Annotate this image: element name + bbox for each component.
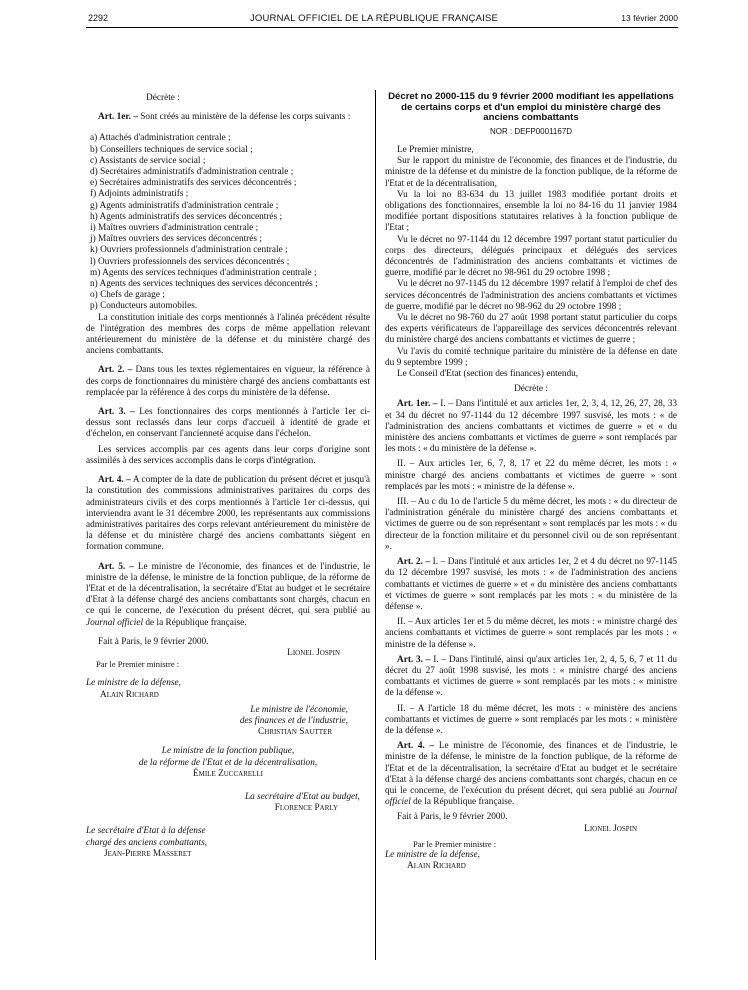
visa-paragraph: Vu l'avis du comité technique paritaire du ministère de la défense en date du 9 septembre 1999 ; [385,346,677,368]
article-text: Le ministre de l'économie, des finances et de l'industrie, le ministre de la défense, le ministre de la fonction publique, de la réforme de l'Etat et de la décentralisation, la secrétaire d'Etat au budget et le secrétaire d'Etat à la défense chargé des anciens combattants sont chargés, chacun en ce qui le concerne, de l'exécution du présent décret, qui sera publié au [385,741,678,796]
decree-title: Décret no 2000-115 du 9 février 2000 modifiant les appellations de certains corps et d'un emploi du ministère chargé des anciens combattants [388,91,674,124]
article-text: de la République française. [413,797,515,808]
signature-name: Émile Zuccarelli [192,768,264,779]
list-item: l) Ouvriers professionnels des services déconcentrés ; [90,256,290,267]
signatory-title: Le ministre de la défense, [385,849,480,860]
paragraph: II. – A l'article 18 du même décret, les mots : « ministère des anciens combattants et victimes de guerre » sont remplacés par les mots : « ministère de la défense ». [385,703,677,736]
par-premier-ministre: Par le Premier ministre : [96,659,180,670]
signatory-title: Le secrétaire d'Etat à la défense [86,826,206,837]
article-text: A compter de la date de publication du présent décret et jusqu'à la constitution des commissions administratives paritaires du corps des administrateurs civils et des corps mentionnés à l'article 1er ci-dessus, qui interviendra avant le 31 décembre 2000, les représentants aux commissions administratives paritaires des corps relevant antérieurement du ministère de la défense et du ministère chargé des anciens combattants siègent en formation commune. [86,475,371,553]
list-item: d) Secrétaires administratifs d'administration centrale ; [90,167,294,178]
paragraph: III. – Au c du 1o de l'article 5 du même décret, les mots : « du directeur de l'administration générale du ministère chargé des anciens combattants et victimes de guerre ou de son représentant » sont remplacés par les mots : « du directeur de la fonction militaire et du personnel civil ou de son représentant ». [385,497,677,552]
visa-paragraph: Vu le décret no 97-1145 du 12 décembre 1997 relatif à l'emploi de chef des services déconcentrés de l'administration des anciens combattants et victimes de guerre, modifié par le décret no 98-962 du 29 octobre 1998 ; [385,279,677,312]
article-text: de la République française. [145,617,247,628]
corps-list [86,133,370,312]
visa-paragraph: Le Conseil d'Etat (section des finances) entendu, [397,369,579,380]
list-item: h) Agents administratifs des services déconcentrés ; [90,211,283,222]
signatory-title: Le ministre de la défense, [86,678,181,689]
journal-officiel-ref: Journal officiel [385,785,678,808]
header-rule [86,27,678,28]
signatory-title: Le ministre de l'économie, [250,704,348,715]
premier-ministre: Le Premier ministre, [397,144,474,155]
signature-name: Jean-Pierre Masseret [104,848,192,859]
article-text: Le ministre de l'économie, des finances et de l'industrie, le ministre de la défense, le ministre de la fonction publique, de la réforme de l'Etat et de la décentralisation, la secrétaire d'Etat au budget et le secrétaire d'Etat à la défense chargé des anciens combattants sont chargés, chacun en ce qui le concerne, de l'exécution du présent décret, qui sera publié au [86,561,371,617]
article-text: I. – Dans l'intitulé et aux articles 1er, 2, 3, 4, 12, 26, 27, 28, 33 et 34 du décret no 97-1144 du 12 décembre 1997 susvisé, les mots : « de l'administration des anciens combattants et victimes de guerre » et « du ministère des anciens combattants et victimes de guerre » sont remplacés par les mots : « du ministère de la défense ». [385,399,677,455]
article-lead: Art. 2. – [98,365,133,376]
visa-paragraph: Sur le rapport du ministre de l'économie, des finances et de l'industrie, du ministre de la défense et du ministre de la fonction publique, de la réforme de l'Etat et de la décentralisation, [385,156,677,189]
article-lead: Art. 3. – [397,654,431,665]
signatory-title: chargé des anciens combattants, [86,837,208,848]
article-lead: Art. 4. – [397,741,435,752]
list-item: i) Maîtres ouvriers d'administration centrale ; [90,223,259,234]
paragraph: II. – Aux articles 1er et 5 du même décret, les mots : « ministre chargé des anciens combattants et victimes de guerre » sont remplacés par les mots : « ministre de la défense ». [385,617,677,650]
left-column [86,93,370,860]
list-item: g) Agents administratifs d'administration centrale ; [90,200,279,211]
list-item: f) Adjoints administratifs ; [90,189,189,200]
article-text: I. – Dans l'intitulé et aux articles 1er, 2 et 4 du décret no 97-1145 du 12 décembre 1997 susvisé, les mots : « de l'administration des anciens combattants et victimes de guerre » et « du ministère des anciens combattants et victimes de guerre » sont remplacés par les mots : « du ministère de la défense ». [385,557,678,612]
column-divider [375,90,376,960]
list-item: k) Ouvriers professionnels d'administration centrale ; [90,245,288,256]
signatory-title: Le ministre de la fonction publique, [161,746,295,757]
list-item: j) Maîtres ouvriers des services déconcentrés ; [90,234,262,245]
fait-a-paris: Fait à Paris, le 9 février 2000. [397,812,508,823]
fait-a-paris: Fait à Paris, le 9 février 2000. [98,636,209,647]
paragraph: II. – Aux articles 1er, 6, 7, 8, 17 et 22 du même décret, les mots : « ministre chargé des anciens combattants et victimes de guerre » sont remplacés par les mots : « ministre de la défense ». [385,459,677,492]
signatory-title: La secrétaire d'Etat au budget, [245,791,360,802]
article-lead: Art. 1er. – [98,112,138,123]
article-lead: Art. 5. – [98,561,134,572]
article-text: Sont créés au ministère de la défense les corps suivants : [140,112,351,123]
article-lead: Art. 1er. – [397,399,438,410]
signatory-title: des finances et de l'industrie, [239,715,348,726]
article-text: I. – Dans l'intitulé, ainsi qu'aux articles 1er, 2, 4, 5, 6, 7 et 11 du décret du 27 août 1998 susvisé, les mots : « ministre chargé des anciens combattants et victimes de guerre » sont remplacés par les mots : « ministre de la défense ». [385,654,678,699]
list-item: p) Conducteurs automobiles. [90,301,198,312]
signature-name: Lionel Jospin [287,647,340,658]
article-text: Les fonctionnaires des corps mentionnés à l'article 1er ci-dessus sont reclassés dans leur corps d'accueil à identité de grade et d'échelon, en conservant l'ancienneté acquise dans l'échelon. [86,407,371,440]
nor-reference: NOR : DEFP0001167D [489,126,573,136]
signature-name: Florence Parly [274,803,338,814]
par-premier-ministre: Par le Premier ministre : [413,838,497,849]
list-item: b) Conseillers techniques de service social ; [90,144,253,155]
journal-officiel-ref: Journal officiel [86,617,144,628]
signature-name: Lionel Jospin [584,823,637,834]
list-item: o) Chefs de garage ; [90,290,165,301]
paragraph: Les services accomplis par ces agents dans leur corps d'origine sont assimilés à des services accomplis dans le corps d'intégration. [86,444,370,466]
article-lead: Art. 3. – [98,407,135,418]
decrete-heading: Décrète : [146,93,180,103]
list-item: n) Agents des services techniques des services déconcentrés ; [90,279,318,290]
article-lead: Art. 4. – [98,475,131,486]
signature-name: Alain Richard [407,861,466,872]
list-item: c) Assistants de service social ; [90,155,206,166]
visa-paragraph: Vu la loi no 83-634 du 13 juillet 1983 modifiée portant droits et obligations des fonctionnaires, ensemble la loi no 84-16 du 11 janvier 1984 modifiée portant dispositions statutaires relatives à la fonction publique de l'Etat ; [385,189,677,234]
issue-date: 13 février 2000 [621,13,678,23]
visa-paragraph: Vu le décret no 98-760 du 27 août 1998 portant statut particulier du corps des experts vérificateurs de l'appareillage des services déconcentrés relevant du ministère chargé des anciens combattants et victimes de guerre ; [385,313,677,346]
signature-name: Alain Richard [100,689,159,700]
article-lead: Art. 2. – [397,557,431,568]
right-column [385,92,677,872]
journal-title: JOURNAL OFFICIEL DE LA RÉPUBLIQUE FRANÇAISE [249,13,499,24]
article-text: Dans tous les textes réglementaires en vigueur, la référence à des corps de fonctionnaires du ministère chargé des anciens combattants est remplacée par la référence à des corps du ministère de la défense. [86,365,370,398]
decrete-heading: Décrète : [514,384,548,395]
list-item: m) Agents des services techniques d'administration centrale ; [90,267,317,278]
list-item: a) Attachés d'administration centrale ; [90,133,231,144]
signature-name: Christian Sautter [258,727,332,738]
signatory-title: de la réforme de l'Etat et de la décentralisation, [138,757,318,768]
list-item: e) Secrétaires administratifs des services déconcentrés ; [90,178,297,189]
page-number: 2292 [88,13,109,23]
paragraph: La constitution initiale des corps mentionnés à l'alinéa précédent résulte de l'intégration des membres des corps de même appellation relevant antérieurement du ministère de la défense et du ministère chargé des anciens combattants. [86,312,370,357]
visa-paragraph: Vu le décret no 97-1144 du 12 décembre 1997 portant statut particulier du corps des directeurs, délégués principaux et délégués des services déconcentrés de l'administration des anciens combattants et victimes de guerre, modifié par le décret no 98-961 du 29 octobre 1998 ; [385,234,677,279]
